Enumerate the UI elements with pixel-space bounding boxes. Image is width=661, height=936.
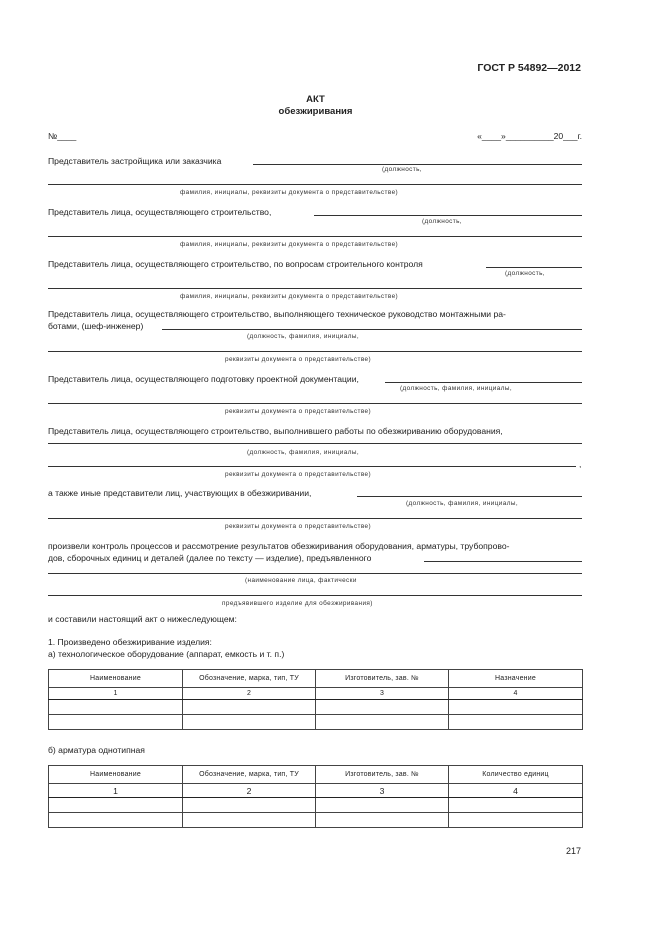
column-number: 2 bbox=[183, 784, 316, 798]
table-number-row bbox=[49, 688, 583, 700]
control-text-2: дов, сборочных единиц и деталей (далее по тексту — изделие), предъявленного bbox=[48, 553, 372, 563]
degreasing-rep-comma: , bbox=[579, 459, 582, 469]
builder-hint-2: фамилия, инициалы, реквизиты документа о представительстве) bbox=[180, 241, 399, 248]
design-rep-hint: (должность, фамилия, инициалы, bbox=[400, 385, 512, 392]
table-cell bbox=[49, 813, 183, 828]
table-row bbox=[49, 798, 583, 813]
table-cell bbox=[449, 700, 583, 715]
control-line-2 bbox=[48, 573, 582, 574]
table-cell bbox=[183, 700, 316, 715]
control-rep-hint: (должность, bbox=[505, 270, 545, 277]
table-header-cell: Наименование bbox=[49, 670, 183, 688]
table-number-row bbox=[49, 784, 583, 798]
column-number: 3 bbox=[316, 784, 449, 798]
table-cell bbox=[183, 715, 316, 730]
tech-rep-label-2: ботами, (шеф-инженер) bbox=[48, 321, 144, 331]
table-cell bbox=[183, 798, 316, 813]
table-cell bbox=[49, 715, 183, 730]
act-date: «____»__________20___г. bbox=[477, 131, 582, 141]
column-number: 1 bbox=[49, 688, 183, 700]
design-rep-hint-2: реквизиты документа о представительстве) bbox=[225, 408, 372, 415]
table-cell bbox=[316, 798, 449, 813]
item-1-heading: 1. Произведено обезжиривание изделия: bbox=[48, 637, 212, 647]
others-line bbox=[357, 496, 582, 497]
page-number: 217 bbox=[565, 846, 581, 856]
table-header-cell: Изготовитель, зав. № bbox=[316, 766, 449, 784]
table-row bbox=[49, 700, 583, 715]
table-header-row bbox=[49, 670, 583, 688]
tech-rep-label-1: Представитель лица, осуществляющего строительство, выполняющего техническое руководство монтажными ра- bbox=[48, 309, 506, 319]
design-rep-label: Представитель лица, осуществляющего подготовку проектной документации, bbox=[48, 374, 359, 384]
degreasing-rep-label: Представитель лица, осуществляющего строительство, выполнившего работы по обезжириванию оборудования, bbox=[48, 426, 503, 436]
control-rep-line-2 bbox=[48, 288, 582, 289]
developer-hint: (должность, bbox=[382, 166, 422, 173]
table-row bbox=[49, 715, 583, 730]
column-number: 4 bbox=[449, 784, 583, 798]
developer-line-2 bbox=[48, 184, 582, 185]
equipment-table bbox=[48, 669, 583, 730]
builder-line-2 bbox=[48, 236, 582, 237]
others-line-2 bbox=[48, 518, 582, 519]
document-title: АКТ bbox=[306, 94, 325, 105]
document-subtitle: обезжиривания bbox=[278, 106, 353, 117]
table-header-cell: Наименование bbox=[49, 766, 183, 784]
others-label: а также иные представители лиц, участвующих в обезжиривании, bbox=[48, 488, 312, 498]
item-a-heading: а) технологическое оборудование (аппарат, емкость и т. п.) bbox=[48, 649, 285, 659]
tech-rep-line bbox=[162, 329, 582, 330]
tech-rep-line-2 bbox=[48, 351, 582, 352]
table-header-row bbox=[49, 766, 583, 784]
column-number: 2 bbox=[183, 688, 316, 700]
developer-label: Представитель застройщика или заказчика bbox=[48, 156, 222, 166]
builder-label: Представитель лица, осуществляющего строительство, bbox=[48, 207, 272, 217]
table-cell bbox=[449, 715, 583, 730]
standard-designation: ГОСТ Р 54892—2012 bbox=[477, 62, 581, 74]
product-name-hint: (наименование лица, фактически bbox=[245, 577, 357, 584]
degreasing-rep-line bbox=[48, 443, 582, 444]
design-rep-line-2 bbox=[48, 403, 582, 404]
control-text-1: произвели контроль процессов и рассмотрение результатов обезжиривания оборудования, арматуры, трубопрово- bbox=[48, 541, 510, 551]
degreasing-rep-line-2 bbox=[48, 466, 576, 467]
table-cell bbox=[316, 715, 449, 730]
table-cell bbox=[449, 813, 583, 828]
table-row bbox=[49, 813, 583, 828]
table-cell bbox=[49, 700, 183, 715]
table-header-cell: Обозначение, марка, тип, ТУ bbox=[183, 766, 316, 784]
builder-line bbox=[314, 215, 582, 216]
tech-rep-hint-2: реквизиты документа о представительстве) bbox=[225, 356, 372, 363]
degreasing-rep-hint: (должность, фамилия, инициалы, bbox=[247, 449, 359, 456]
table-header-cell: Обозначение, марка, тип, ТУ bbox=[183, 670, 316, 688]
valves-table bbox=[48, 765, 583, 828]
column-number: 4 bbox=[449, 688, 583, 700]
act-number: №____ bbox=[48, 131, 77, 141]
developer-line bbox=[253, 164, 582, 165]
tech-rep-hint: (должность, фамилия, инициалы, bbox=[247, 333, 359, 340]
item-b-heading: б) арматура однотипная bbox=[48, 745, 145, 755]
builder-hint: (должность, bbox=[422, 218, 462, 225]
table-cell bbox=[316, 700, 449, 715]
column-number: 3 bbox=[316, 688, 449, 700]
control-rep-label: Представитель лица, осуществляющего строительство, по вопросам строительного контроля bbox=[48, 259, 423, 269]
product-submitted-hint: предъявившего изделие для обезжиривания) bbox=[222, 600, 373, 607]
developer-hint-2: фамилия, инициалы, реквизиты документа о представительстве) bbox=[180, 189, 399, 196]
table-header-cell: Изготовитель, зав. № bbox=[316, 670, 449, 688]
control-line bbox=[424, 561, 582, 562]
table-cell bbox=[316, 813, 449, 828]
table-cell bbox=[49, 798, 183, 813]
control-rep-line bbox=[486, 267, 582, 268]
design-rep-line bbox=[385, 382, 582, 383]
others-hint: (должность, фамилия, инициалы, bbox=[406, 500, 518, 507]
degreasing-rep-hint-2: реквизиты документа о представительстве) bbox=[225, 471, 372, 478]
table-cell bbox=[449, 798, 583, 813]
column-number: 1 bbox=[49, 784, 183, 798]
others-hint-2: реквизиты документа о представительстве) bbox=[225, 523, 372, 530]
table-header-cell: Назначение bbox=[449, 670, 583, 688]
table-header-cell: Количество единиц bbox=[449, 766, 583, 784]
table-cell bbox=[183, 813, 316, 828]
control-line-3 bbox=[48, 595, 582, 596]
compiled-text: и составили настоящий акт о нижеследующем: bbox=[48, 614, 237, 624]
control-rep-hint-2: фамилия, инициалы, реквизиты документа о представительстве) bbox=[180, 293, 399, 300]
